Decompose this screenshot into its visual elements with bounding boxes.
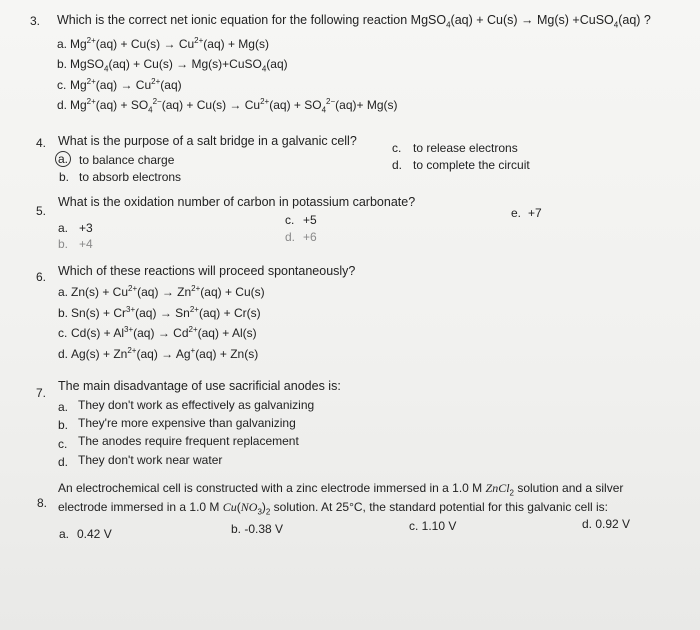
option-text[interactable]: They don't work near water [78, 453, 223, 467]
option-equation[interactable]: $Cd(s) + Al^{3+}(aq) \to Cd^{2+}(aq) + Al(s)$ [71, 325, 257, 340]
option-letter: d. [58, 455, 69, 469]
option-letter: c. [285, 213, 295, 227]
option-text[interactable]: 0.42 V [77, 527, 112, 541]
option-letter: c. [57, 78, 67, 92]
option-text[interactable]: +5 [303, 213, 317, 227]
option-text[interactable]: b. -0.38 V [231, 522, 284, 536]
option-text[interactable]: +3 [79, 221, 93, 235]
option-letter: e. [511, 206, 522, 220]
option-letter: d. [57, 98, 68, 112]
option-equation[interactable]: $Mg^{2+}(aq) \to Cu^{2+}(aq)$ [70, 77, 182, 92]
question-stem-line-2: electrode immersed in a 1.0 M $Cu(NO_3)_2$ solution. At 25°C, the standard potential for this galvanic cell is: [58, 500, 608, 517]
option-letter: a. [57, 152, 68, 166]
option-letter: d. [58, 347, 69, 361]
question-number: 5. [36, 204, 47, 218]
option-letter: b. [58, 418, 69, 432]
option-text[interactable]: They're more expensive than galvanizing [78, 416, 296, 430]
option-equation[interactable]: $Sn(s) + Cr^{3+}(aq) \to Sn^{2+}(aq) + Cr(s)$ [71, 305, 261, 320]
option-text[interactable]: to balance charge [79, 153, 175, 167]
option-letter: d. [285, 230, 296, 244]
option-letter: b. [59, 170, 70, 184]
option-letter: a. [58, 400, 69, 414]
option-text[interactable]: to absorb electrons [79, 170, 182, 184]
option-equation[interactable]: $Mg^{2+}(aq) + SO_4^{2-}(aq) + Cu(s) \to Cu^{2+}(aq) + SO_4^{2-}(aq)+ Mg(s)$ [70, 97, 398, 115]
question-number: 8. [37, 496, 48, 510]
option-text[interactable]: +7 [528, 206, 542, 220]
option-text[interactable]: to complete the circuit [413, 158, 530, 172]
option-text[interactable]: to release electrons [413, 141, 518, 155]
option-letter: a. [58, 221, 69, 235]
question-stem: Which of these reactions will proceed spontaneously? [58, 264, 356, 278]
option-letter: a. [57, 37, 68, 51]
question-number: 3. [30, 14, 41, 28]
question-stem-line-1: An electrochemical cell is constructed with a zinc electrode immersed in a 1.0 M ZnCl$_2$ solution and a silver [58, 481, 624, 498]
question-stem: What is the purpose of a salt bridge in a galvanic cell? [58, 134, 357, 148]
question-number: 7. [36, 386, 47, 400]
option-letter: c. [392, 141, 402, 155]
option-letter: b. [57, 57, 68, 71]
option-letter: a. [58, 285, 69, 299]
option-letter: b. [58, 237, 69, 251]
circled-answer-marker [55, 151, 71, 167]
option-letter: c. [58, 326, 68, 340]
option-equation[interactable]: $Ag(s) + Zn^{2+}(aq) \to Ag^+(aq) + Zn(s)$ [71, 346, 259, 361]
question-number: 4. [36, 136, 47, 150]
option-equation[interactable]: $Mg^{2+}(aq) + Cu(s) \to Cu^{2+}(aq) + Mg(s)$ [70, 36, 269, 51]
option-text[interactable]: c. 1.10 V [409, 519, 457, 533]
question-stem: The main disadvantage of use sacrificial anodes is: [58, 379, 341, 393]
option-letter: b. [58, 306, 69, 320]
option-letter: d. [392, 158, 403, 172]
option-letter: a. [59, 527, 70, 541]
question-stem: Which is the correct net ionic equation for the following reaction MgSO$_4$(aq) + Cu(s) → Mg(s) +CuSO$_4$(aq) ? [57, 13, 651, 30]
option-text[interactable]: d. 0.92 V [582, 517, 631, 531]
question-stem: What is the oxidation number of carbon in potassium carbonate? [58, 195, 416, 209]
option-equation[interactable]: MgSO$_4$(aq) + Cu(s) → Mg(s)+CuSO$_4$(aq) [70, 57, 288, 74]
option-text[interactable]: +6 [303, 230, 317, 244]
question-number: 6. [36, 270, 47, 284]
option-text[interactable]: The anodes require frequent replacement [78, 434, 299, 448]
option-text[interactable]: They don't work as effectively as galvanizing [78, 398, 315, 412]
option-text[interactable]: +4 [79, 237, 93, 251]
option-letter: c. [58, 437, 68, 451]
option-equation[interactable]: $Zn(s) + Cu^{2+}(aq) \to Zn^{2+}(aq) + Cu(s)$ [71, 284, 265, 299]
